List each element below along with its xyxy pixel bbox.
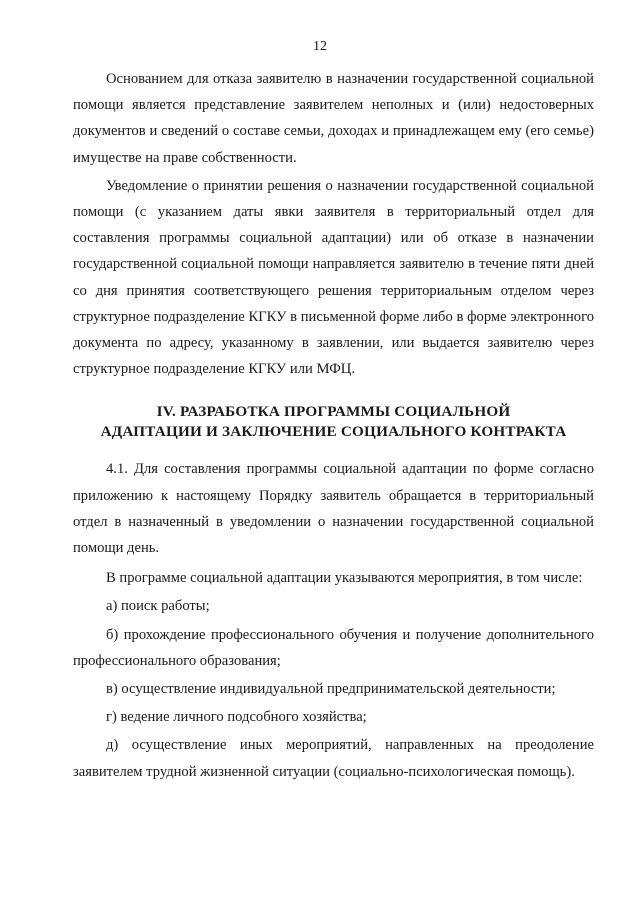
section-heading-line-1: IV. РАЗРАБОТКА ПРОГРАММЫ СОЦИАЛЬНОЙ <box>156 403 511 421</box>
page-number: 12 <box>313 39 327 54</box>
list-item-c: в) осуществление индивидуальной предпринимательской деятельности; <box>106 681 556 698</box>
paragraph-decision-notice: Уведомление о принятии решения о назначении государственной социальной помощи (с указанием даты явки заявителя в территориальный отдел для составления программы социальной адаптации) или об отказе в назначении государственной социальной помощи направляется заявителю в течение пяти дней со дня принятия соответствующего решения территориальным отделом через структурное подразделение КГКУ в письменной форме либо в форме электронного документа по адресу, указанному в заявлении, или выдается заявителю через структурное подразделение КГКУ или МФЦ. <box>73 177 594 378</box>
list-item-e: д) осуществление иных мероприятий, направленных на преодоление заявителем трудной жизненной ситуации (социально-психологическая помощь). <box>73 737 594 780</box>
paragraph-program-activities: В программе социальной адаптации указываются мероприятия, в том числе: <box>106 570 583 587</box>
section-heading-line-2: АДАПТАЦИИ И ЗАКЛЮЧЕНИЕ СОЦИАЛЬНОГО КОНТРАКТА <box>100 423 567 441</box>
list-item-b: б) прохождение профессионального обучения и получение дополнительного профессионального образования; <box>73 626 594 669</box>
list-item-d: г) ведение личного подсобного хозяйства; <box>106 709 367 726</box>
paragraph-refusal-grounds: Основанием для отказа заявителю в назначении государственной социальной помощи является представление заявителем неполных и (или) недостоверных документов и сведений о составе семьи, доходах и принадлежащем ему (его семье) имуществе на праве собственности. <box>73 71 594 166</box>
document-body <box>73 66 594 785</box>
paragraph-4-1: 4.1. Для составления программы социальной адаптации по форме согласно приложению к настоящему Порядку заявитель обращается в территориальный отдел в назначенный в уведомлении о назначении государственной социальной помощи день. <box>73 461 594 557</box>
list-item-a: а) поиск работы; <box>106 598 210 615</box>
section-heading <box>73 402 594 442</box>
